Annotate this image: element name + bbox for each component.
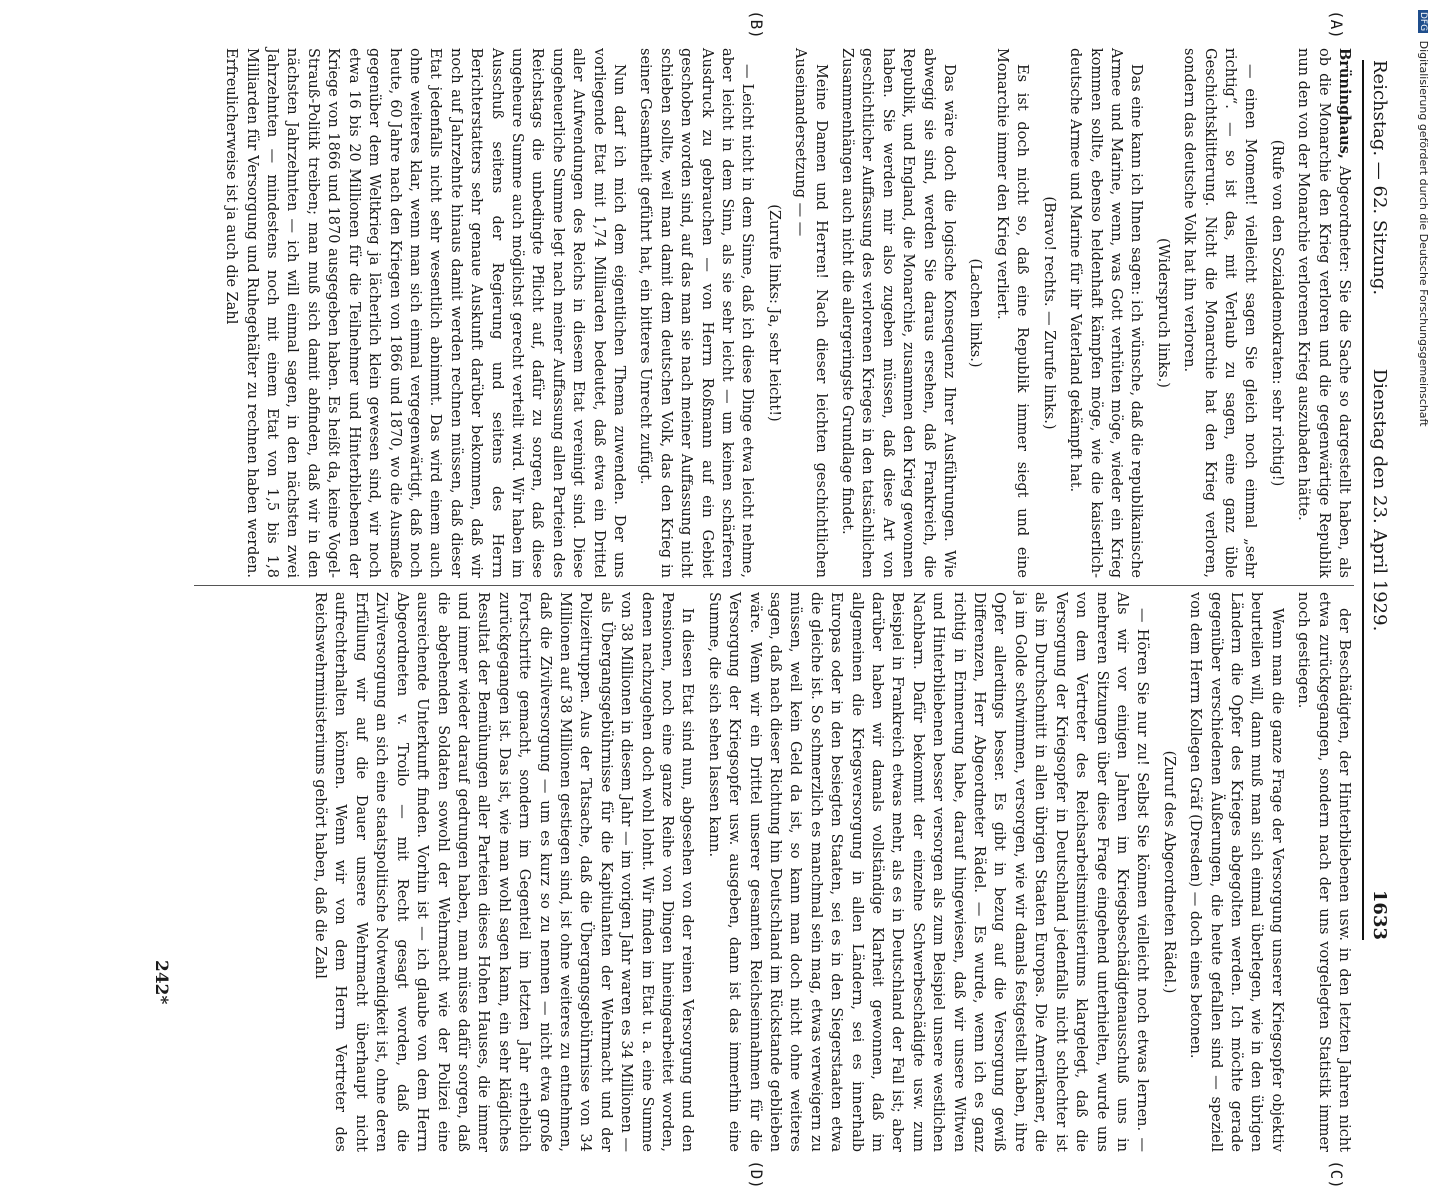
paragraph: Das wäre doch die logische Konsequenz Ihrer Ausführungen. Wie abwegig sie sind, werden Sie daraus ersehen, daß Frankreich, die Republik, und England, die Monarchie, zusammen den Krieg gewonnen haben. Sie werden mir also zugeben müssen, daß diese Art von geschichtlicher Auffassung des verlorenen Krieges in den tatsächlichen Zusammenhängen auch nicht die allergeringste Grundlage findet. (839, 48, 958, 578)
margin-mark-b: (B) (747, 10, 766, 39)
paragraph-text: Sie die Sache so dargestellt haben, als ob die Monarchie den Krieg verloren und die gegenwärtige Republik nun den von der Monarchie verlorenen Krieg auszubaden hätte. (1295, 48, 1352, 579)
digitization-credit (1410, 10, 1430, 990)
page-header (1362, 60, 1394, 940)
left-text-column (215, 48, 1354, 578)
interjection: (Zuruf des Abgeordneten Rädel.) (1160, 750, 1177, 994)
header-session: Reichstag. — 62. Sitzung. (1369, 60, 1390, 296)
paragraph: In diesen Etat sind nun, abgesehen von der reinen Versorgung und den Pensionen, noch eine ganze Reihe von Dingen hineingearbeitet worden, denen nachzugehen doch wohl lohnt. Wir finden im Etat u. a. eine Summe von 38 Millionen in diesem Jahr — im vorigen Jahr waren es 34 Millionen — als Übergangsgebührnisse für die Kapitulanten der Wehrmacht und der Polizeitruppen. Aus der Tatsache, daß die Übergangsgebührnisse von 34 Millionen auf 38 Millionen gestiegen sind, ist ohne weiteres zu entnehmen, daß die Zivilversorgung — um es kurz so zu nennen — nicht etwa große Fortschritte gemacht, sondern im Gegenteil im letzten Jahr erheblich zurückgegangen ist. Das ist, wie man wohl sagen kann, ein sehr klägliches Resultat der Bemühungen aller Parteien dieses Hohen Hauses, die immer und immer wieder darauf gedrungen haben, man müsse dafür sorgen, daß die abgehenden Soldaten sowohl der Wehrmacht wie der Polizei eine ausreichende Unterkunft finden. Vorhin ist — ich glaube von dem Herrn Abgeordneten v. Troilo — mit Recht gesagt worden, daß die Zivilversorgung an sich eine staatspolitische Notwendigkeit ist, ohne deren Erfüllung wir auf die Dauer unsere Wehrmacht überhaupt nicht aufrechterhalten können. Wenn wir von dem Herrn Vertreter des Reichswehrministeriums gehört haben, daß die Zahl (312, 592, 696, 1152)
signature-mark: 242* (151, 960, 171, 1005)
paragraph: Wenn man die ganze Frage der Versorgung unserer Kriegsopfer objektiv beurteilen will, dann muß man sich einmal überlegen, wie in den übrigen Ländern die Opfer des Krieges abgegolten werden. Ich möchte gerade gegenüber verschiedenen Äußerungen, die heute gefallen sind — speziell von dem Herrn Kollegen Gräf (Dresden) — doch eines betonen. (1187, 592, 1285, 1152)
speaker-suffix: Abgeordneter: (1336, 158, 1352, 273)
margin-mark-a: (A) (1327, 10, 1346, 39)
margin-mark-d: (D) (747, 1160, 766, 1189)
paragraph: Meine Damen und Herren! Nach dieser leichten geschichtlichen Auseinandersetzung — — (792, 48, 829, 578)
column-divider (194, 585, 1354, 586)
right-text-column (304, 592, 1354, 1152)
interjection: (Rufe von den Sozialdemokraten: sehr richtig!) (1268, 139, 1285, 487)
page-number: 1633 (1369, 889, 1390, 940)
paragraph: — Leicht nicht in dem Sinne, daß ich diese Dinge etwa leicht nehme, aber leicht in dem Sinn, als sie sehr leicht — um keinen schärferen Ausdruck zu gebrauchen — von Herrn Roßmann auf ein Gebiet geschoben worden sind, auf das man sie nach meiner Auffassung nicht schieben sollte, weil man damit dem deutschen Volk, das den Krieg in seiner Gesamtheit geführt hat, ein bitteres Unrecht zufügt. (637, 48, 756, 578)
paragraph: — Hören Sie nur zu! Selbst Sie können vielleicht noch etwas lernen. — Als wir vor einigen Jahren im Kriegsbeschädigtenausschuß uns in mehreren Sitzungen über diese Frage eingehend unterhielten, wurde uns von dem Vertreter des Reichsarbeitsministeriums klargelegt, daß die Versorgung der Kriegsopfer in Deutschland jedenfalls nicht schlechter ist als im Durchschnitt in allen übrigen Staaten Europas. Die Amerikaner, die ja im Golde schwimmen, versorgen, wie wir damals festgestellt haben, ihre Opfer allerdings besser. Es gibt in bezug auf die Versorgung gewiß Differenzen, Herr Abgeordneter Rädel. — Es wurde, wenn ich es ganz richtig in Erinnerung habe, darauf hingewiesen, daß wir unsere Witwen und Hinterbliebenen besser versorgen als zum Beispiel unsere westlichen Nachbarn. Dafür bekommt der einzelne Schwerbeschädigte usw. zum Beispiel in Frankreich etwas mehr, als es in Deutschland der Fall ist; aber darüber haben wir damals vollständige Klarheit gewonnen, daß im allgemeinen die Kriegsversorgung in allen Ländern, sei es innerhalb Europas oder in den besiegten Staaten, sei es in den Siegerstaaten etwa die gleiche ist. So schmerzlich es manchmal sein mag, etwas verweigern zu müssen, weil kein Geld da ist, so kann man doch nicht ohne weiteres sagen, daß nach dieser Richtung hin Deutschland im Rückstande geblieben wäre. Wenn wir ein Drittel unserer gesamten Reichseinnahmen für die Versorgung der Kriegsopfer usw. ausgeben, dann ist das immerhin eine Summe, die sich sehen lassen kann. (705, 592, 1151, 1152)
paragraph: Das eine kann ich Ihnen sagen: ich wünsche, daß die republikanische Armee und Marine, wenn, was Gott verhüten möge, wieder ein Krieg kommen sollte, ebenso heldenhaft kämpfen möge, wie die kaiserlich-deutsche Armee und Marine für ihr Vaterland gekämpft hat. (1067, 48, 1145, 578)
credit-text: Digitalisierung gefördert durch die Deutsche Forschungsgemeinschaft (1417, 40, 1430, 427)
paragraph: der Beschädigten, der Hinterbliebenen usw. in den letzten Jahren nicht etwa zurückgegangen, sondern nach der uns vorgelegten Statistik immer noch gestiegen. (1295, 592, 1352, 1152)
paragraph: — einen Moment! vielleicht sagen Sie gleich noch einmal „sehr richtig“. — so ist das, mit Verlaub zu sagen, eine ganz üble Geschichtsklitterung. Nicht die Monarchie hat den Krieg verloren, sondern das deutsche Volk hat ihn verloren. (1181, 48, 1259, 578)
dfg-logo: DFG (1418, 12, 1428, 32)
interjection: (Lachen links.) (967, 258, 984, 368)
header-date: Dienstag den 23. April 1929. (1369, 368, 1390, 632)
document-page (86, 0, 1406, 1189)
interjection: (Zurufe links: Ja, sehr leicht!) (765, 204, 782, 422)
interjection: (Bravo! rechts. — Zurufe links.) (1040, 196, 1057, 430)
speaker-name: Brüninghaus, (1336, 48, 1353, 159)
paragraph: Es ist doch nicht so, daß eine Republik immer siegt und eine Monarchie immer den Krieg verliert. (993, 48, 1031, 578)
margin-mark-c: (C) (1327, 1160, 1346, 1189)
interjection: (Widerspruch links.) (1154, 238, 1171, 388)
paragraph (1293, 48, 1354, 578)
paragraph: Nun darf ich mich dem eigentlichen Thema zuwenden. Der uns vorliegende Etat mit 1,74 Milliarden bedeutet, daß etwa ein Drittel aller Aufwendungen des Reichs in diesem Etat vereinigt sind. Diese ungeheuerliche Summe legt nach meiner Auffassung allen Parteien des Reichstags die unbedingte Pflicht auf, dafür zu sorgen, daß diese ungeheure Summe auch möglichst gerecht verteilt wird. Wir haben im Ausschuß seitens der Regierung und seitens des Herrn Berichterstatters sehr genaue Auskunft darüber bekommen, daß wir noch auf Jahrzehnte hinaus damit werden rechnen müssen, daß dieser Etat jedenfalls nicht sehr wesentlich abnimmt. Das wird einem auch ohne weiteres klar, wenn man sich einmal vergegenwärtigt, daß noch heute, 60 Jahre nach den Kriegen von 1866 und 1870, wo die Ausmaße gegenüber dem Weltkrieg ja lächerlich klein gewesen sind, wir noch etwa 16 bis 20 Millionen für die Teilnehmer und Hinterbliebenen der Kriege von 1866 und 1870 ausgegeben haben. Es heißt da, keine Vogel-Strauß-Politik treiben; man muß sich damit abfinden, daß wir in den nächsten Jahrzehnten — ich will einmal sagen, in den nächsten zwei Jahrzehnten — mindestens noch mit einem Etat von 1,5 bis 1,8 Milliarden für Versorgung und Ruhegehälter zu rechnen haben werden. Erfreulicherweise ist ja auch die Zahl (223, 48, 627, 578)
